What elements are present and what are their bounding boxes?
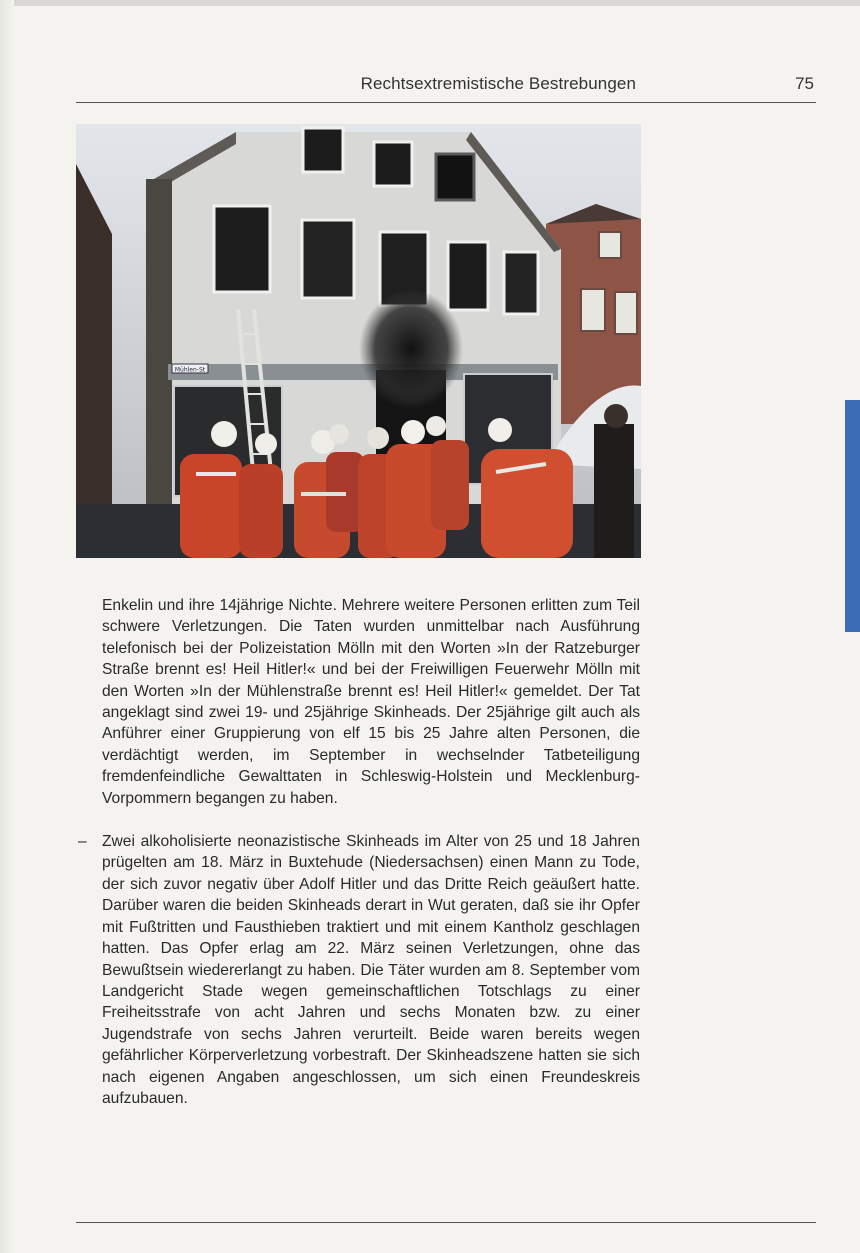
list-item [78, 831, 640, 1109]
scan-edge-top [0, 0, 860, 6]
house-side-wall [146, 179, 172, 529]
paragraph-continued: Enkelin und ihre 14jährige Nichte. Mehrere weitere Personen erlitten zum Teil schwere Verletzungen. Die Taten wurden unmittelbar nach Ausführung telefonisch bei der Polizeistation Mölln mit den Worten »In der Ratzeburger Straße brennt es! Heil Hitler!« und bei der Freiwilligen Feuerwehr Mölln mit den Worten »In der Mühlenstraße brennt es! Heil Hitler!« gemeldet. Der Tat angeklagt sind zwei 19- und 25jährige Skinheads. Der 25jährige gilt auch als Anführer einer Gruppierung von elf 15 bis 25 Jahre alten Personen, die verdächtigt werden, im September in wechselnder Tatbeteiligung fremdenfeindliche Gewalttaten in Schleswig-Holstein und Mecklenburg-Vorpommern begangen zu haben. [102, 597, 640, 807]
footer-rule [76, 1222, 816, 1223]
photo-illustration [76, 124, 641, 558]
thumb-index-tab [845, 400, 860, 632]
street-sign-label: Mühlen-St [174, 366, 206, 374]
list-item-text: Zwei alkoholisierte neonazistische Skinheads im Alter von 25 und 18 Jahren prügelten am 18. März in Buxtehude (Niedersachsen) einen Mann zu Tode, der sich zuvor negativ über Adolf Hitler und das Dritte Reich geäußert hatte. Darüber waren die beiden Skinheads derart in Wut geraten, daß sie ihr Opfer mit Fußtritten und Fausthieben traktiert und mit einem Kantholz geschlagen hatten. Das Opfer erlag am 22. März seinen Verletzungen, ohne das Bewußtsein wiedererlangt zu haben. Die Täter wurden am 8. September vom Landgericht Stade wegen gemeinschaftlichen Totschlags zu einer Freiheitsstrafe von acht Jahren und sechs Monaten bzw. zu einer Jugendstrafe von sechs Jahren verurteilt. Beide waren bereits wegen gefährlicher Körperverletzung vorbestraft. Der Skinheadszene hatten sie sich nach eigenen Angaben angeschlossen, um sich einen Freundeskreis aufzubauen. [102, 833, 640, 1107]
photo-burned-house [76, 124, 641, 558]
body-text [78, 595, 640, 1109]
page-number: 75 [795, 74, 814, 93]
running-header [76, 74, 816, 103]
running-title: Rechtsextremistische Bestrebungen [360, 74, 636, 93]
scan-edge-left [0, 0, 14, 1253]
bullet-dash: – [78, 833, 87, 851]
soot-mark [359, 289, 463, 409]
bystander [594, 424, 634, 558]
